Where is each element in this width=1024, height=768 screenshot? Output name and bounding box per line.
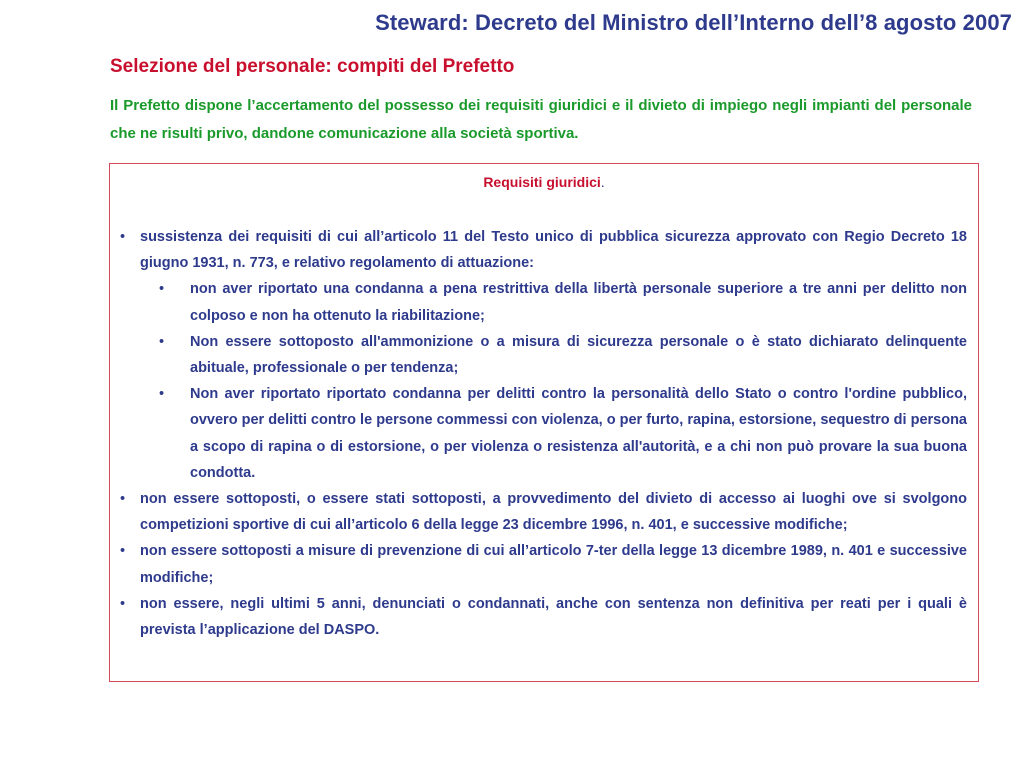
- bullet-text: Non essere sottoposto all'ammonizione o a misura di sicurezza personale o è stato dichiarato delinquente abituale, professionale o per tendenza;: [190, 333, 967, 377]
- slide-title: Steward: Decreto del Ministro dell’Interno dell’8 agosto 2007: [375, 10, 1012, 35]
- box-heading-period: .: [600, 174, 605, 190]
- intro-paragraph: Il Prefetto dispone l’accertamento del possesso dei requisiti giuridici e il divieto di impiego negli impianti del personale che ne risulti privo, dandone comunicazione alla società sportiva.: [110, 97, 972, 142]
- bullet-text: non aver riportato una condanna a pena restrittiva della libertà personale superiore a tre anni per delitto non colposo e non ha ottenuto la riabilitazione;: [190, 281, 967, 324]
- bullet-icon: •: [120, 491, 126, 508]
- box-heading-text: Requisiti giuridici: [483, 174, 601, 190]
- bullet-text: non essere sottoposti, o essere stati sottoposti, a provvedimento del divieto di accesso ai luoghi ove si svolgono competizioni sportive di cui all’articolo 6 della legge 23 dicembre 1996, n. 401, e successive modifiche;: [140, 491, 967, 534]
- bullet-icon: •: [159, 281, 165, 298]
- bullet-icon: •: [159, 333, 165, 350]
- bullet-item: [120, 591, 967, 643]
- bullet-item: [120, 224, 967, 276]
- sub-bullet-item: [159, 381, 967, 486]
- bullet-icon: •: [120, 543, 126, 560]
- section-subtitle: Selezione del personale: compiti del Prefetto: [110, 56, 515, 77]
- box-heading: [110, 174, 978, 190]
- bullet-text: non essere, negli ultimi 5 anni, denunciati o condannati, anche con sentenza non definitiva per reati per i quali è prevista l’applicazione del DASPO.: [140, 595, 967, 639]
- bullet-text: non essere sottoposti a misure di prevenzione di cui all’articolo 7-ter della legge 13 dicembre 1989, n. 401 e successive modifiche;: [140, 543, 967, 586]
- bullet-text: sussistenza dei requisiti di cui all’articolo 11 del Testo unico di pubblica sicurezza approvato con Regio Decreto 18 giugno 1931, n. 773, e relativo regolamento di attuazione:: [140, 229, 967, 272]
- bullet-icon: •: [120, 595, 126, 612]
- bullet-icon: •: [120, 229, 126, 245]
- bullet-item: [120, 538, 967, 590]
- bullet-text: Non aver riportato riportato condanna per delitti contro la personalità dello Stato o contro l'ordine pubblico, ovvero per delitti contro le persone commessi con violenza, o per furto, rapina, estorsione, sequestro di persona a scopo di rapina o di estorsione, o per violenza o resistenza all'autorità, e a chi non può provare la sua buona condotta.: [190, 386, 967, 481]
- requirements-box: [109, 163, 979, 682]
- sub-bullet-item: [159, 276, 967, 328]
- bullet-item: [120, 486, 967, 538]
- requirements-list: [110, 224, 978, 643]
- sub-bullet-item: [159, 329, 967, 381]
- bullet-icon: •: [159, 386, 165, 403]
